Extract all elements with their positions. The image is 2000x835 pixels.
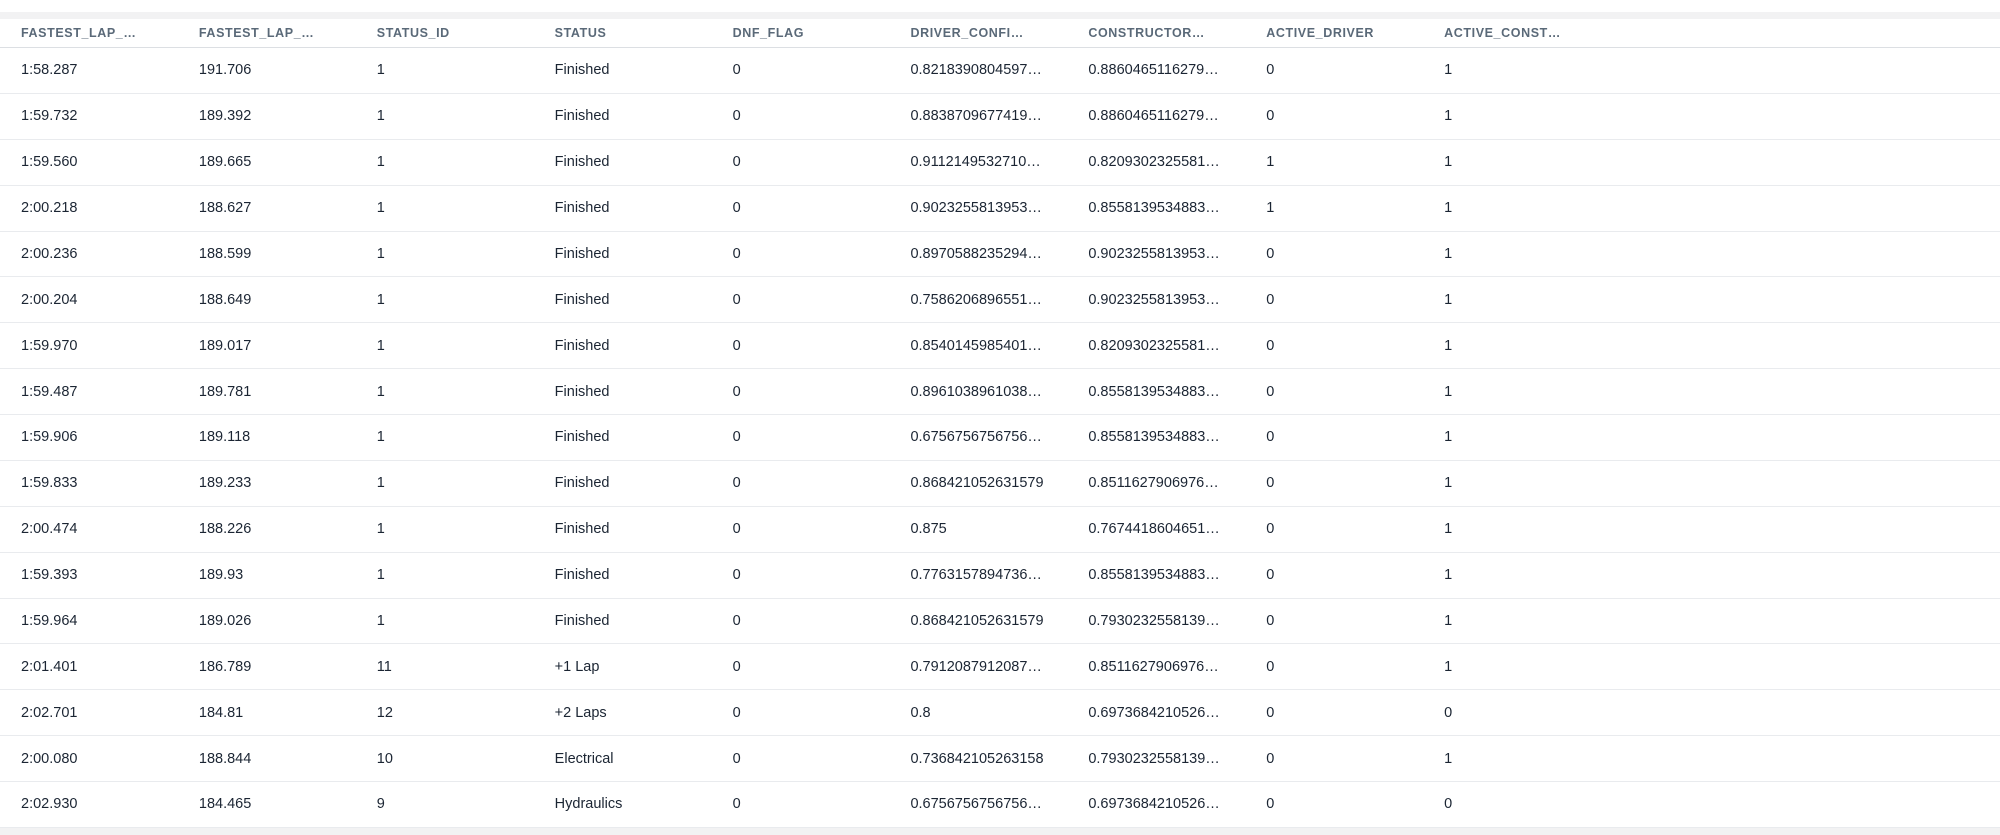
- table-cell[interactable]: 1: [1444, 383, 1453, 400]
- table-cell[interactable]: 0.9023255813953…: [1088, 291, 1220, 308]
- table-cell[interactable]: 1: [376, 337, 385, 354]
- table-cell[interactable]: 0.6973684210526…: [1088, 704, 1220, 721]
- scrolled-row-edge-bottom: [0, 828, 2000, 835]
- table-cell[interactable]: 0: [1266, 245, 1275, 262]
- column-header-status[interactable]: STATUS: [554, 26, 607, 40]
- table-cell[interactable]: 0: [732, 567, 741, 584]
- table-header-row: [0, 19, 2000, 48]
- scrolled-row-edge-top: [0, 12, 2000, 19]
- table-cell[interactable]: 0: [1444, 704, 1453, 721]
- column-header-active-constructor[interactable]: ACTIVE_CONST…: [1444, 26, 1561, 40]
- table-cell[interactable]: 1: [376, 62, 385, 79]
- table-cell[interactable]: 2:02.701: [21, 704, 78, 721]
- table-cell[interactable]: 1: [1444, 658, 1453, 675]
- table-cell[interactable]: 0.8860465116279…: [1088, 62, 1219, 79]
- table-cell[interactable]: 2:00.236: [21, 245, 78, 262]
- table-cell[interactable]: Finished: [554, 475, 610, 492]
- table-cell[interactable]: 1:59.487: [21, 383, 78, 400]
- table-cell[interactable]: Electrical: [554, 750, 614, 767]
- table-cell[interactable]: 0.7586206896551…: [910, 291, 1042, 308]
- table-cell[interactable]: 0: [1266, 796, 1275, 813]
- table-cell[interactable]: 0: [1266, 383, 1275, 400]
- table-row[interactable]: [0, 232, 2000, 278]
- table-cell[interactable]: 0.6756756756756…: [910, 796, 1042, 813]
- table-cell[interactable]: 0: [732, 337, 741, 354]
- table-cell[interactable]: 1: [1444, 291, 1453, 308]
- column-header-status-id[interactable]: STATUS_ID: [376, 26, 450, 40]
- table-cell[interactable]: 0: [1266, 108, 1275, 125]
- table-cell[interactable]: 1: [1444, 475, 1453, 492]
- table-cell[interactable]: 0.7930232558139…: [1088, 612, 1220, 629]
- table-cell[interactable]: 189.233: [198, 475, 252, 492]
- table-cell[interactable]: 1: [376, 612, 385, 629]
- table-cell[interactable]: 0.8838709677419…: [910, 108, 1042, 125]
- table-cell[interactable]: 0.8209302325581…: [1088, 154, 1220, 171]
- column-header-active-driver[interactable]: ACTIVE_DRIVER: [1266, 26, 1375, 40]
- table-cell[interactable]: 0: [1266, 337, 1275, 354]
- table-cell[interactable]: 189.017: [198, 337, 252, 354]
- table-cell[interactable]: 1: [1444, 612, 1453, 629]
- table-cell[interactable]: 0: [732, 704, 741, 721]
- table-row[interactable]: [0, 369, 2000, 415]
- table-cell[interactable]: 1:59.560: [21, 154, 78, 171]
- table-cell[interactable]: 0.7912087912087…: [910, 658, 1042, 675]
- table-cell[interactable]: 0.736842105263158: [910, 750, 1044, 767]
- table-cell[interactable]: 1: [376, 383, 385, 400]
- table-row[interactable]: [0, 507, 2000, 553]
- table-cell[interactable]: 0.6973684210526…: [1088, 796, 1220, 813]
- table-cell[interactable]: Finished: [554, 108, 610, 125]
- table-cell[interactable]: 1:58.287: [21, 62, 78, 79]
- table-cell[interactable]: 0.8209302325581…: [1088, 337, 1220, 354]
- table-cell[interactable]: Finished: [554, 337, 610, 354]
- table-cell[interactable]: 189.93: [198, 567, 244, 584]
- table-row[interactable]: [0, 94, 2000, 140]
- table-cell[interactable]: 0: [1266, 658, 1275, 675]
- table-cell[interactable]: 2:00.218: [21, 200, 78, 217]
- table-row[interactable]: [0, 140, 2000, 186]
- table-cell[interactable]: 1: [376, 475, 385, 492]
- table-cell[interactable]: 1: [1444, 245, 1453, 262]
- table-cell[interactable]: 0: [1266, 704, 1275, 721]
- table-cell[interactable]: 2:01.401: [21, 658, 78, 675]
- table-cell[interactable]: 1: [1444, 108, 1453, 125]
- table-cell[interactable]: 0: [1266, 567, 1275, 584]
- table-cell[interactable]: 1: [1444, 154, 1453, 171]
- table-cell[interactable]: 2:00.474: [21, 521, 78, 538]
- table-cell[interactable]: 0: [732, 383, 741, 400]
- table-row[interactable]: [0, 599, 2000, 645]
- table-cell[interactable]: 1:59.906: [21, 429, 78, 446]
- table-cell[interactable]: 0: [732, 612, 741, 629]
- table-cell[interactable]: 2:00.080: [21, 750, 78, 767]
- table-cell[interactable]: 188.226: [198, 521, 252, 538]
- table-cell[interactable]: Finished: [554, 245, 610, 262]
- table-cell[interactable]: 0.8558139534883…: [1088, 200, 1220, 217]
- table-cell[interactable]: 0.8961038961038…: [910, 383, 1042, 400]
- table-cell[interactable]: 1: [1444, 567, 1453, 584]
- table-cell[interactable]: 1: [1444, 337, 1453, 354]
- table-cell[interactable]: 1: [376, 108, 385, 125]
- table-row[interactable]: [0, 782, 2000, 828]
- table-cell[interactable]: 0: [1266, 750, 1275, 767]
- column-header-fastest-lap-speed[interactable]: FASTEST_LAP_…: [198, 26, 315, 40]
- table-cell[interactable]: 1: [1444, 521, 1453, 538]
- table-cell[interactable]: 0: [1444, 796, 1453, 813]
- table-cell[interactable]: Finished: [554, 429, 610, 446]
- table-cell[interactable]: +1 Lap: [554, 658, 600, 675]
- table-cell[interactable]: 0.6756756756756…: [910, 429, 1042, 446]
- table-cell[interactable]: Finished: [554, 612, 610, 629]
- table-cell[interactable]: 184.465: [198, 796, 252, 813]
- table-cell[interactable]: 0: [732, 245, 741, 262]
- table-cell[interactable]: 1:59.393: [21, 567, 78, 584]
- table-cell[interactable]: 1: [1266, 200, 1275, 217]
- table-cell[interactable]: 184.81: [198, 704, 244, 721]
- table-cell[interactable]: 188.599: [198, 245, 252, 262]
- table-cell[interactable]: 1:59.970: [21, 337, 78, 354]
- table-cell[interactable]: 0.7763157894736…: [910, 567, 1042, 584]
- table-cell[interactable]: 0: [732, 658, 741, 675]
- table-cell[interactable]: 1: [376, 521, 385, 538]
- table-cell[interactable]: 0.8: [910, 704, 931, 721]
- table-cell[interactable]: Finished: [554, 291, 610, 308]
- table-cell[interactable]: 186.789: [198, 658, 252, 675]
- table-row[interactable]: [0, 186, 2000, 232]
- table-cell[interactable]: 189.781: [198, 383, 252, 400]
- table-cell[interactable]: 0: [1266, 521, 1275, 538]
- table-cell[interactable]: 0.8511627906976…: [1088, 658, 1219, 675]
- table-cell[interactable]: 1: [1444, 200, 1453, 217]
- table-cell[interactable]: 1: [376, 200, 385, 217]
- table-cell[interactable]: 0.8540145985401…: [910, 337, 1042, 354]
- table-cell[interactable]: 0.7930232558139…: [1088, 750, 1220, 767]
- table-cell[interactable]: 0.875: [910, 521, 947, 538]
- table-cell[interactable]: Hydraulics: [554, 796, 623, 813]
- table-cell[interactable]: 0: [1266, 291, 1275, 308]
- table-cell[interactable]: 0.868421052631579: [910, 612, 1044, 629]
- table-cell[interactable]: 0: [732, 521, 741, 538]
- column-header-fastest-lap-time[interactable]: FASTEST_LAP_…: [21, 26, 137, 40]
- table-cell[interactable]: 0.8558139534883…: [1088, 567, 1220, 584]
- table-cell[interactable]: 188.649: [198, 291, 252, 308]
- column-header-dnf-flag[interactable]: DNF_FLAG: [732, 26, 805, 40]
- table-cell[interactable]: 0: [732, 154, 741, 171]
- table-cell[interactable]: 0: [1266, 612, 1275, 629]
- table-cell[interactable]: 0: [732, 62, 741, 79]
- table-cell[interactable]: 2:00.204: [21, 291, 78, 308]
- table-cell[interactable]: +2 Laps: [554, 704, 607, 721]
- table-cell[interactable]: 1: [376, 429, 385, 446]
- table-row[interactable]: [0, 415, 2000, 461]
- table-cell[interactable]: 1: [1444, 62, 1453, 79]
- table-cell[interactable]: 1:59.833: [21, 475, 78, 492]
- table-cell[interactable]: 0: [732, 291, 741, 308]
- table-row[interactable]: [0, 644, 2000, 690]
- table-cell[interactable]: 0: [1266, 475, 1275, 492]
- table-cell[interactable]: 0: [732, 200, 741, 217]
- column-header-constructor-confidence[interactable]: CONSTRUCTOR…: [1088, 26, 1206, 40]
- table-cell[interactable]: Finished: [554, 62, 610, 79]
- table-cell[interactable]: 0.8558139534883…: [1088, 383, 1220, 400]
- table-body: [0, 48, 2000, 828]
- column-header-driver-confidence[interactable]: DRIVER_CONFI…: [910, 26, 1024, 40]
- table-cell[interactable]: 189.665: [198, 154, 252, 171]
- table-cell[interactable]: 10: [376, 750, 393, 767]
- table-cell[interactable]: Finished: [554, 567, 610, 584]
- table-row[interactable]: [0, 553, 2000, 599]
- table-cell[interactable]: 0.8218390804597…: [910, 62, 1042, 79]
- table-cell[interactable]: 0.8511627906976…: [1088, 475, 1219, 492]
- table-cell[interactable]: 0: [732, 750, 741, 767]
- table-cell[interactable]: 0.8558139534883…: [1088, 429, 1220, 446]
- table-cell[interactable]: 2:02.930: [21, 796, 78, 813]
- table-cell[interactable]: Finished: [554, 200, 610, 217]
- table-cell[interactable]: 0: [1266, 62, 1275, 79]
- table-cell[interactable]: 0.9112149532710…: [910, 154, 1041, 171]
- table-cell[interactable]: 0: [1266, 429, 1275, 446]
- table-row[interactable]: [0, 277, 2000, 323]
- table-cell[interactable]: Finished: [554, 154, 610, 171]
- table-cell[interactable]: 0: [732, 475, 741, 492]
- table-row[interactable]: [0, 48, 2000, 94]
- table-cell[interactable]: 12: [376, 704, 393, 721]
- table-cell[interactable]: 0: [732, 796, 741, 813]
- table-cell[interactable]: 191.706: [198, 62, 252, 79]
- table-row[interactable]: [0, 461, 2000, 507]
- table-row[interactable]: [0, 736, 2000, 782]
- table-cell[interactable]: 1: [1444, 429, 1453, 446]
- table-cell[interactable]: 0: [732, 429, 741, 446]
- table-cell[interactable]: 1: [1266, 154, 1275, 171]
- table-cell[interactable]: Finished: [554, 521, 610, 538]
- table-row[interactable]: [0, 323, 2000, 369]
- table-cell[interactable]: 188.844: [198, 750, 252, 767]
- table-cell[interactable]: 188.627: [198, 200, 252, 217]
- table-cell[interactable]: 0.9023255813953…: [910, 200, 1042, 217]
- table-cell[interactable]: Finished: [554, 383, 610, 400]
- table-cell[interactable]: 1: [376, 291, 385, 308]
- table-cell[interactable]: 0.7674418604651…: [1088, 521, 1220, 538]
- table-cell[interactable]: 1: [376, 567, 385, 584]
- table-row[interactable]: [0, 690, 2000, 736]
- table-cell[interactable]: 0.868421052631579: [910, 475, 1044, 492]
- table-cell[interactable]: 0: [732, 108, 741, 125]
- table-cell[interactable]: 1: [1444, 750, 1453, 767]
- table-cell[interactable]: 189.026: [198, 612, 252, 629]
- table-cell[interactable]: 1:59.732: [21, 108, 78, 125]
- table-cell[interactable]: 0.9023255813953…: [1088, 245, 1220, 262]
- table-cell[interactable]: 1:59.964: [21, 612, 78, 629]
- table-cell[interactable]: 189.118: [198, 429, 251, 446]
- table-cell[interactable]: 0.8860465116279…: [1088, 108, 1219, 125]
- table-cell[interactable]: 11: [376, 658, 392, 675]
- table-cell[interactable]: 1: [376, 154, 385, 171]
- table-cell[interactable]: 189.392: [198, 108, 252, 125]
- table-cell[interactable]: 1: [376, 245, 385, 262]
- table-cell[interactable]: 9: [376, 796, 385, 813]
- table-cell[interactable]: 0.8970588235294…: [910, 245, 1042, 262]
